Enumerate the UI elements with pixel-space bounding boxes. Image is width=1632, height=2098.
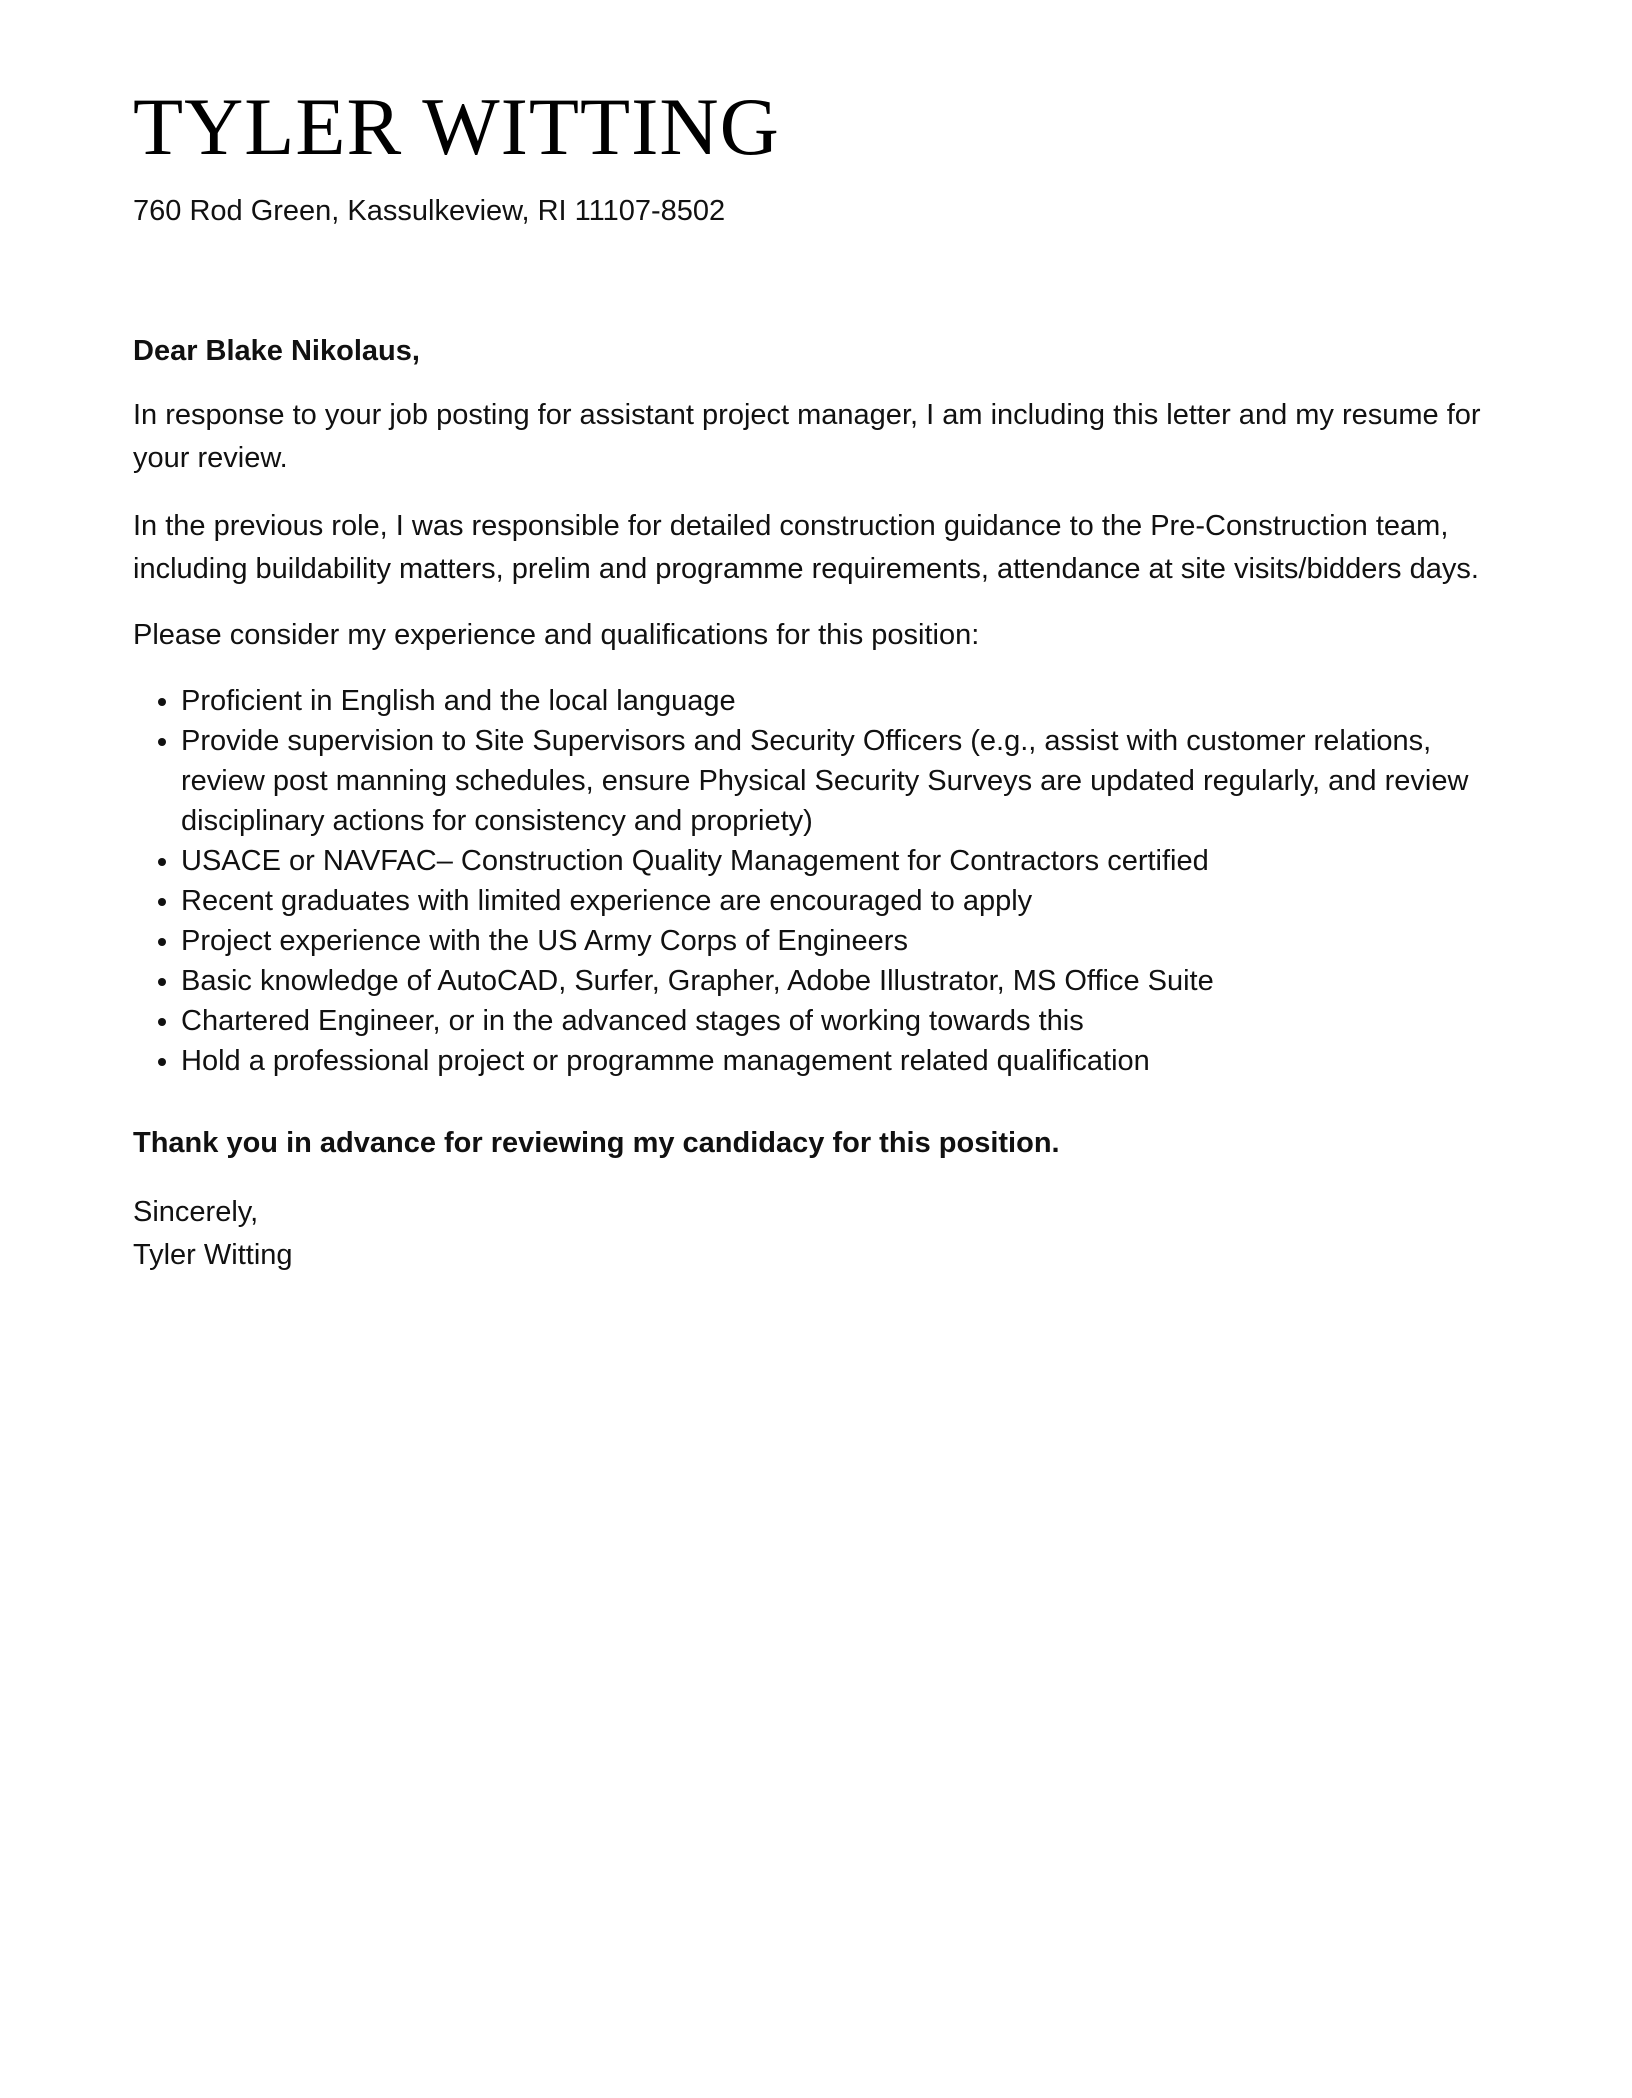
list-item: • Hold a professional project or programme management related qualification (181, 1041, 1513, 1081)
experience-paragraph: In the previous role, I was responsible for detailed construction guidance to the Pre-Construction team, including buildability matters, prelim and programme requirements, attendance at site visits/bidders days. (133, 510, 1479, 585)
list-item: • Proficient in English and the local language (181, 681, 1513, 721)
applicant-name: TYLER WITTING (133, 81, 780, 172)
list-item: • Chartered Engineer, or in the advanced stages of working towards this (181, 1001, 1513, 1041)
list-item: • USACE or NAVFAC– Construction Quality Management for Contractors certified (181, 841, 1513, 881)
cover-letter (133, 77, 1513, 1277)
list-item: • Project experience with the US Army Corps of Engineers (181, 921, 1513, 961)
signoff: Sincerely, (133, 1196, 259, 1228)
signature-name: Tyler Witting (133, 1239, 293, 1271)
applicant-address: 760 Rod Green, Kassulkeview, RI 11107-8502 (133, 195, 726, 227)
qualifications-intro: Please consider my experience and qualifications for this position: (133, 619, 980, 651)
qualifications-list (133, 681, 1513, 1081)
list-item: • Basic knowledge of AutoCAD, Surfer, Grapher, Adobe Illustrator, MS Office Suite (181, 961, 1513, 1001)
closing-statement: Thank you in advance for reviewing my candidacy for this position. (133, 1127, 1060, 1159)
list-item: • Recent graduates with limited experience are encouraged to apply (181, 881, 1513, 921)
salutation: Dear Blake Nikolaus, (133, 335, 420, 367)
list-item: • Provide supervision to Site Supervisors and Security Officers (e.g., assist with customer relations, review post manning schedules, ensure Physical Security Surveys are updated regularly, and review disciplinary actions for consistency and propriety) (181, 721, 1513, 841)
intro-paragraph: In response to your job posting for assistant project manager, I am including this letter and my resume for your review. (133, 399, 1481, 474)
